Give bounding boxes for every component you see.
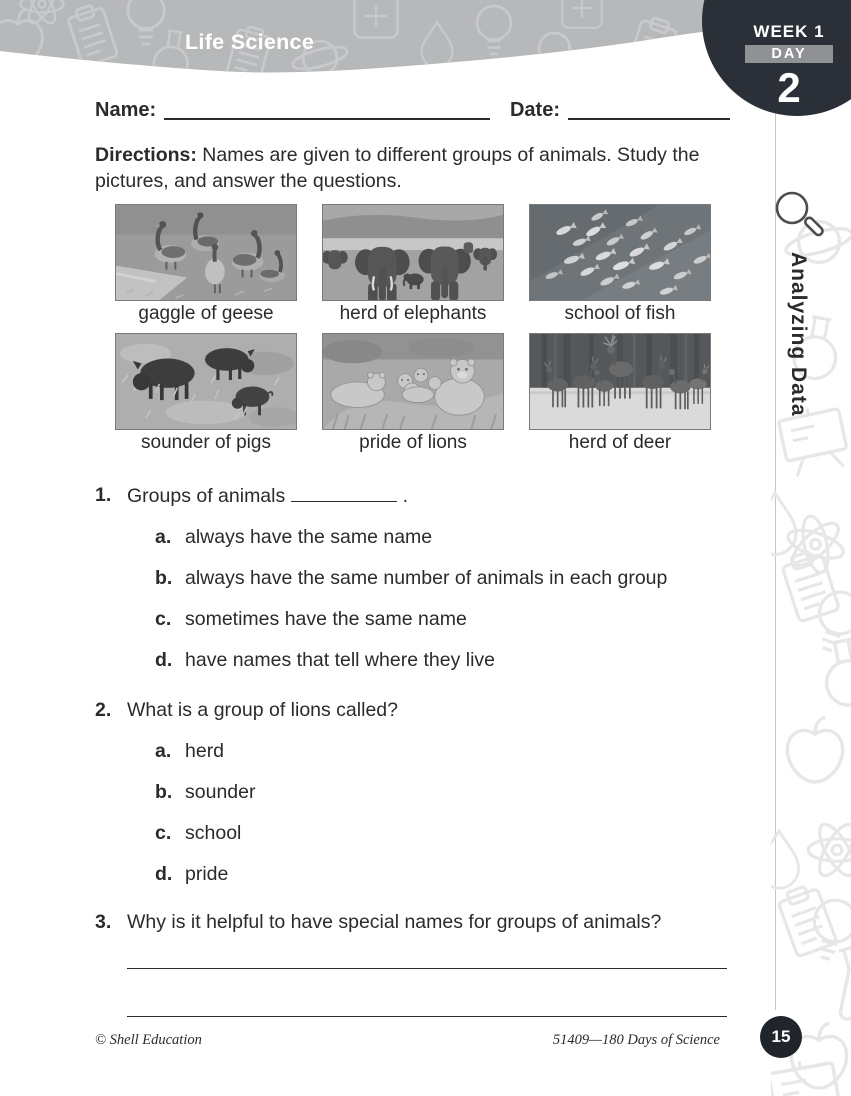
question-1-choices (155, 524, 730, 673)
lions-photo (322, 333, 504, 430)
photo-caption: pride of lions (359, 432, 467, 453)
question-text: Why is it helpful to have special names for groups of animals? (127, 911, 662, 933)
choice-2a[interactable]: a. herd (155, 740, 225, 762)
gallery-item (529, 333, 711, 454)
photo-caption: herd of elephants (339, 303, 487, 324)
gallery-item (115, 333, 297, 454)
copyright-text: © Shell Education (95, 1032, 202, 1048)
directions-text: Names are given to different groups of animals. Study the pictures, and answer the questions. (95, 144, 700, 192)
apple-icon (787, 717, 842, 782)
question-1 (95, 482, 730, 509)
page-number-badge (760, 1016, 802, 1058)
name-label: Name: (95, 99, 157, 121)
gallery-item (115, 204, 297, 325)
gallery-item (529, 204, 711, 325)
question-3-answer-area (127, 935, 730, 1017)
atom-icon (808, 819, 851, 880)
photo-caption: gaggle of geese (138, 303, 274, 324)
choice-1c[interactable]: c. sometimes have the same name (155, 608, 467, 630)
question-text: What is a group of lions called? (127, 699, 398, 721)
fish-photo (529, 204, 711, 301)
question-number: 1. (95, 484, 112, 506)
animal-photo-grid (115, 204, 730, 454)
pigs-photo (115, 333, 297, 430)
geese-photo (115, 204, 297, 301)
choice-1a[interactable]: a. always have the same name (155, 526, 433, 548)
worksheet-body (95, 96, 730, 1017)
elephants-photo (322, 204, 504, 301)
flask-icon (825, 942, 851, 1020)
gallery-item (322, 333, 504, 454)
edition-text: 51409—180 Days of Science (552, 1032, 720, 1048)
directions (95, 142, 730, 194)
photo-caption: sounder of pigs (141, 432, 271, 453)
deer-photo (529, 333, 711, 430)
question-number: 3. (95, 911, 112, 933)
answer-line[interactable] (127, 935, 727, 969)
question-number: 2. (95, 699, 112, 721)
magnifier-icon (770, 188, 826, 246)
choice-2c[interactable]: c. school (155, 822, 242, 844)
clipboard-icon (776, 882, 837, 956)
directions-label: Directions: (95, 144, 197, 166)
water-drop-icon (771, 493, 796, 555)
question-2 (95, 697, 730, 723)
day-label: DAY (745, 45, 833, 63)
question-2-choices (155, 738, 730, 887)
answer-line[interactable] (127, 969, 727, 1017)
gallery-item (322, 204, 504, 325)
choice-2d[interactable]: d. pride (155, 863, 229, 885)
question-3 (95, 909, 730, 935)
choice-1d[interactable]: d. have names that tell where they live (155, 649, 496, 671)
question-text: Groups of animals . (127, 482, 408, 509)
choice-1b[interactable]: b. always have the same number of animals in each group (155, 567, 668, 589)
photo-caption: school of fish (564, 303, 676, 324)
skill-label: Analyzing Data (787, 252, 810, 417)
day-number: 2 (777, 64, 801, 111)
date-label: Date: (509, 99, 560, 121)
name-input-line[interactable] (164, 96, 490, 120)
water-drop-icon (771, 831, 799, 888)
page-title: Life Science (185, 30, 315, 54)
photo-caption: herd of deer (568, 432, 672, 453)
sidebar-pattern (771, 112, 851, 1096)
name-date-row (95, 96, 730, 122)
page-number: 15 (771, 1027, 791, 1046)
question-1-blank[interactable] (291, 482, 397, 502)
date-input-line[interactable] (568, 96, 730, 120)
week-label: WEEK 1 (753, 22, 825, 41)
choice-2b[interactable]: b. sounder (155, 781, 256, 803)
presentation-board-icon (771, 1056, 843, 1096)
